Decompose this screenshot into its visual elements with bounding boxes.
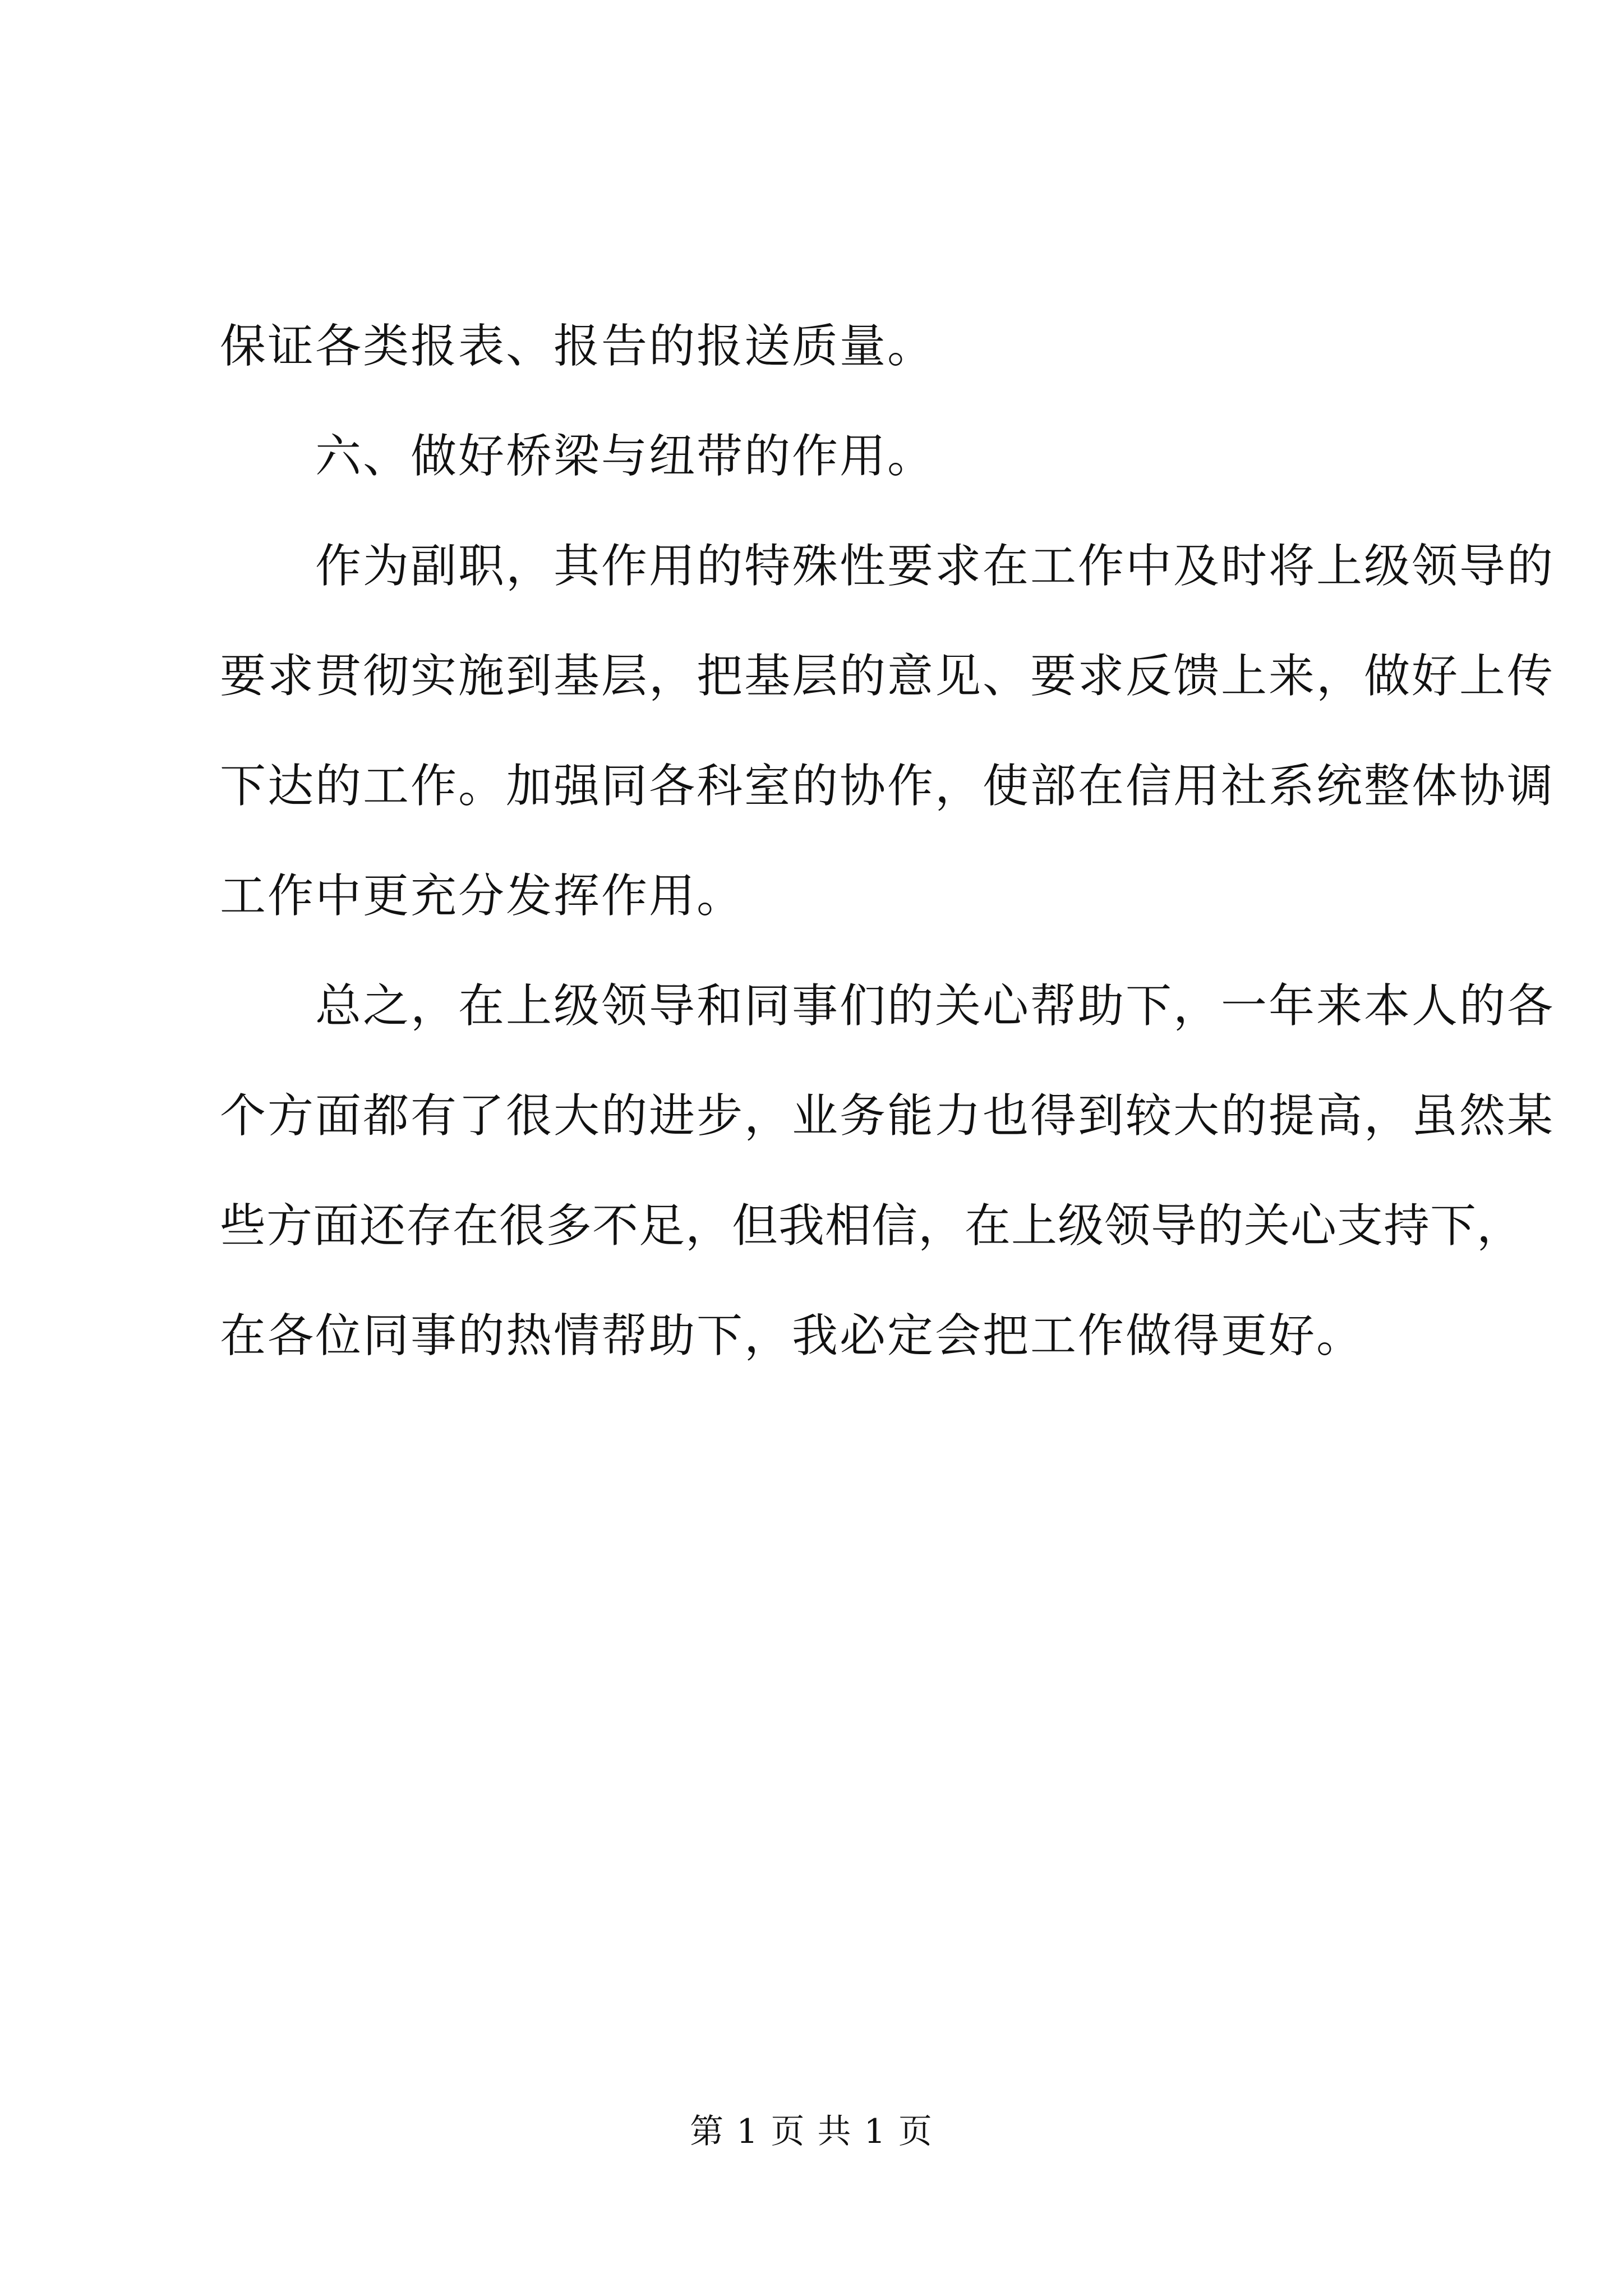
paragraph-line: 作为副职，其作用的特殊性要求在工作中及时将上级领导的 — [315, 540, 1555, 593]
paragraph-line: 工作中更充分发挥作用。 — [220, 869, 745, 923]
page-number-footer: 第 1 页 共 1 页 — [690, 2112, 933, 2151]
document-body — [220, 292, 1555, 1391]
paragraph-line: 保证各类报表、报告的报送质量。 — [220, 320, 935, 373]
paragraph-line: 要求贯彻实施到基层，把基层的意见、要求反馈上来，做好上传 — [220, 650, 1555, 703]
section-heading: 六、做好桥梁与纽带的作用。 — [315, 430, 935, 483]
paragraph-line: 总之，在上级领导和同事们的关心帮助下，一年来本人的各 — [315, 979, 1555, 1033]
paragraph-line: 下达的工作。加强同各科室的协作，使部在信用社系统整体协调 — [220, 760, 1555, 813]
paragraph-line: 个方面都有了很大的进步，业务能力也得到较大的提高，虽然某 — [220, 1089, 1555, 1143]
paragraph-line: 在各位同事的热情帮助下，我必定会把工作做得更好。 — [220, 1309, 1364, 1363]
paragraph-line: 些方面还存在很多不足，但我相信，在上级领导的关心支持下， — [220, 1199, 1524, 1253]
